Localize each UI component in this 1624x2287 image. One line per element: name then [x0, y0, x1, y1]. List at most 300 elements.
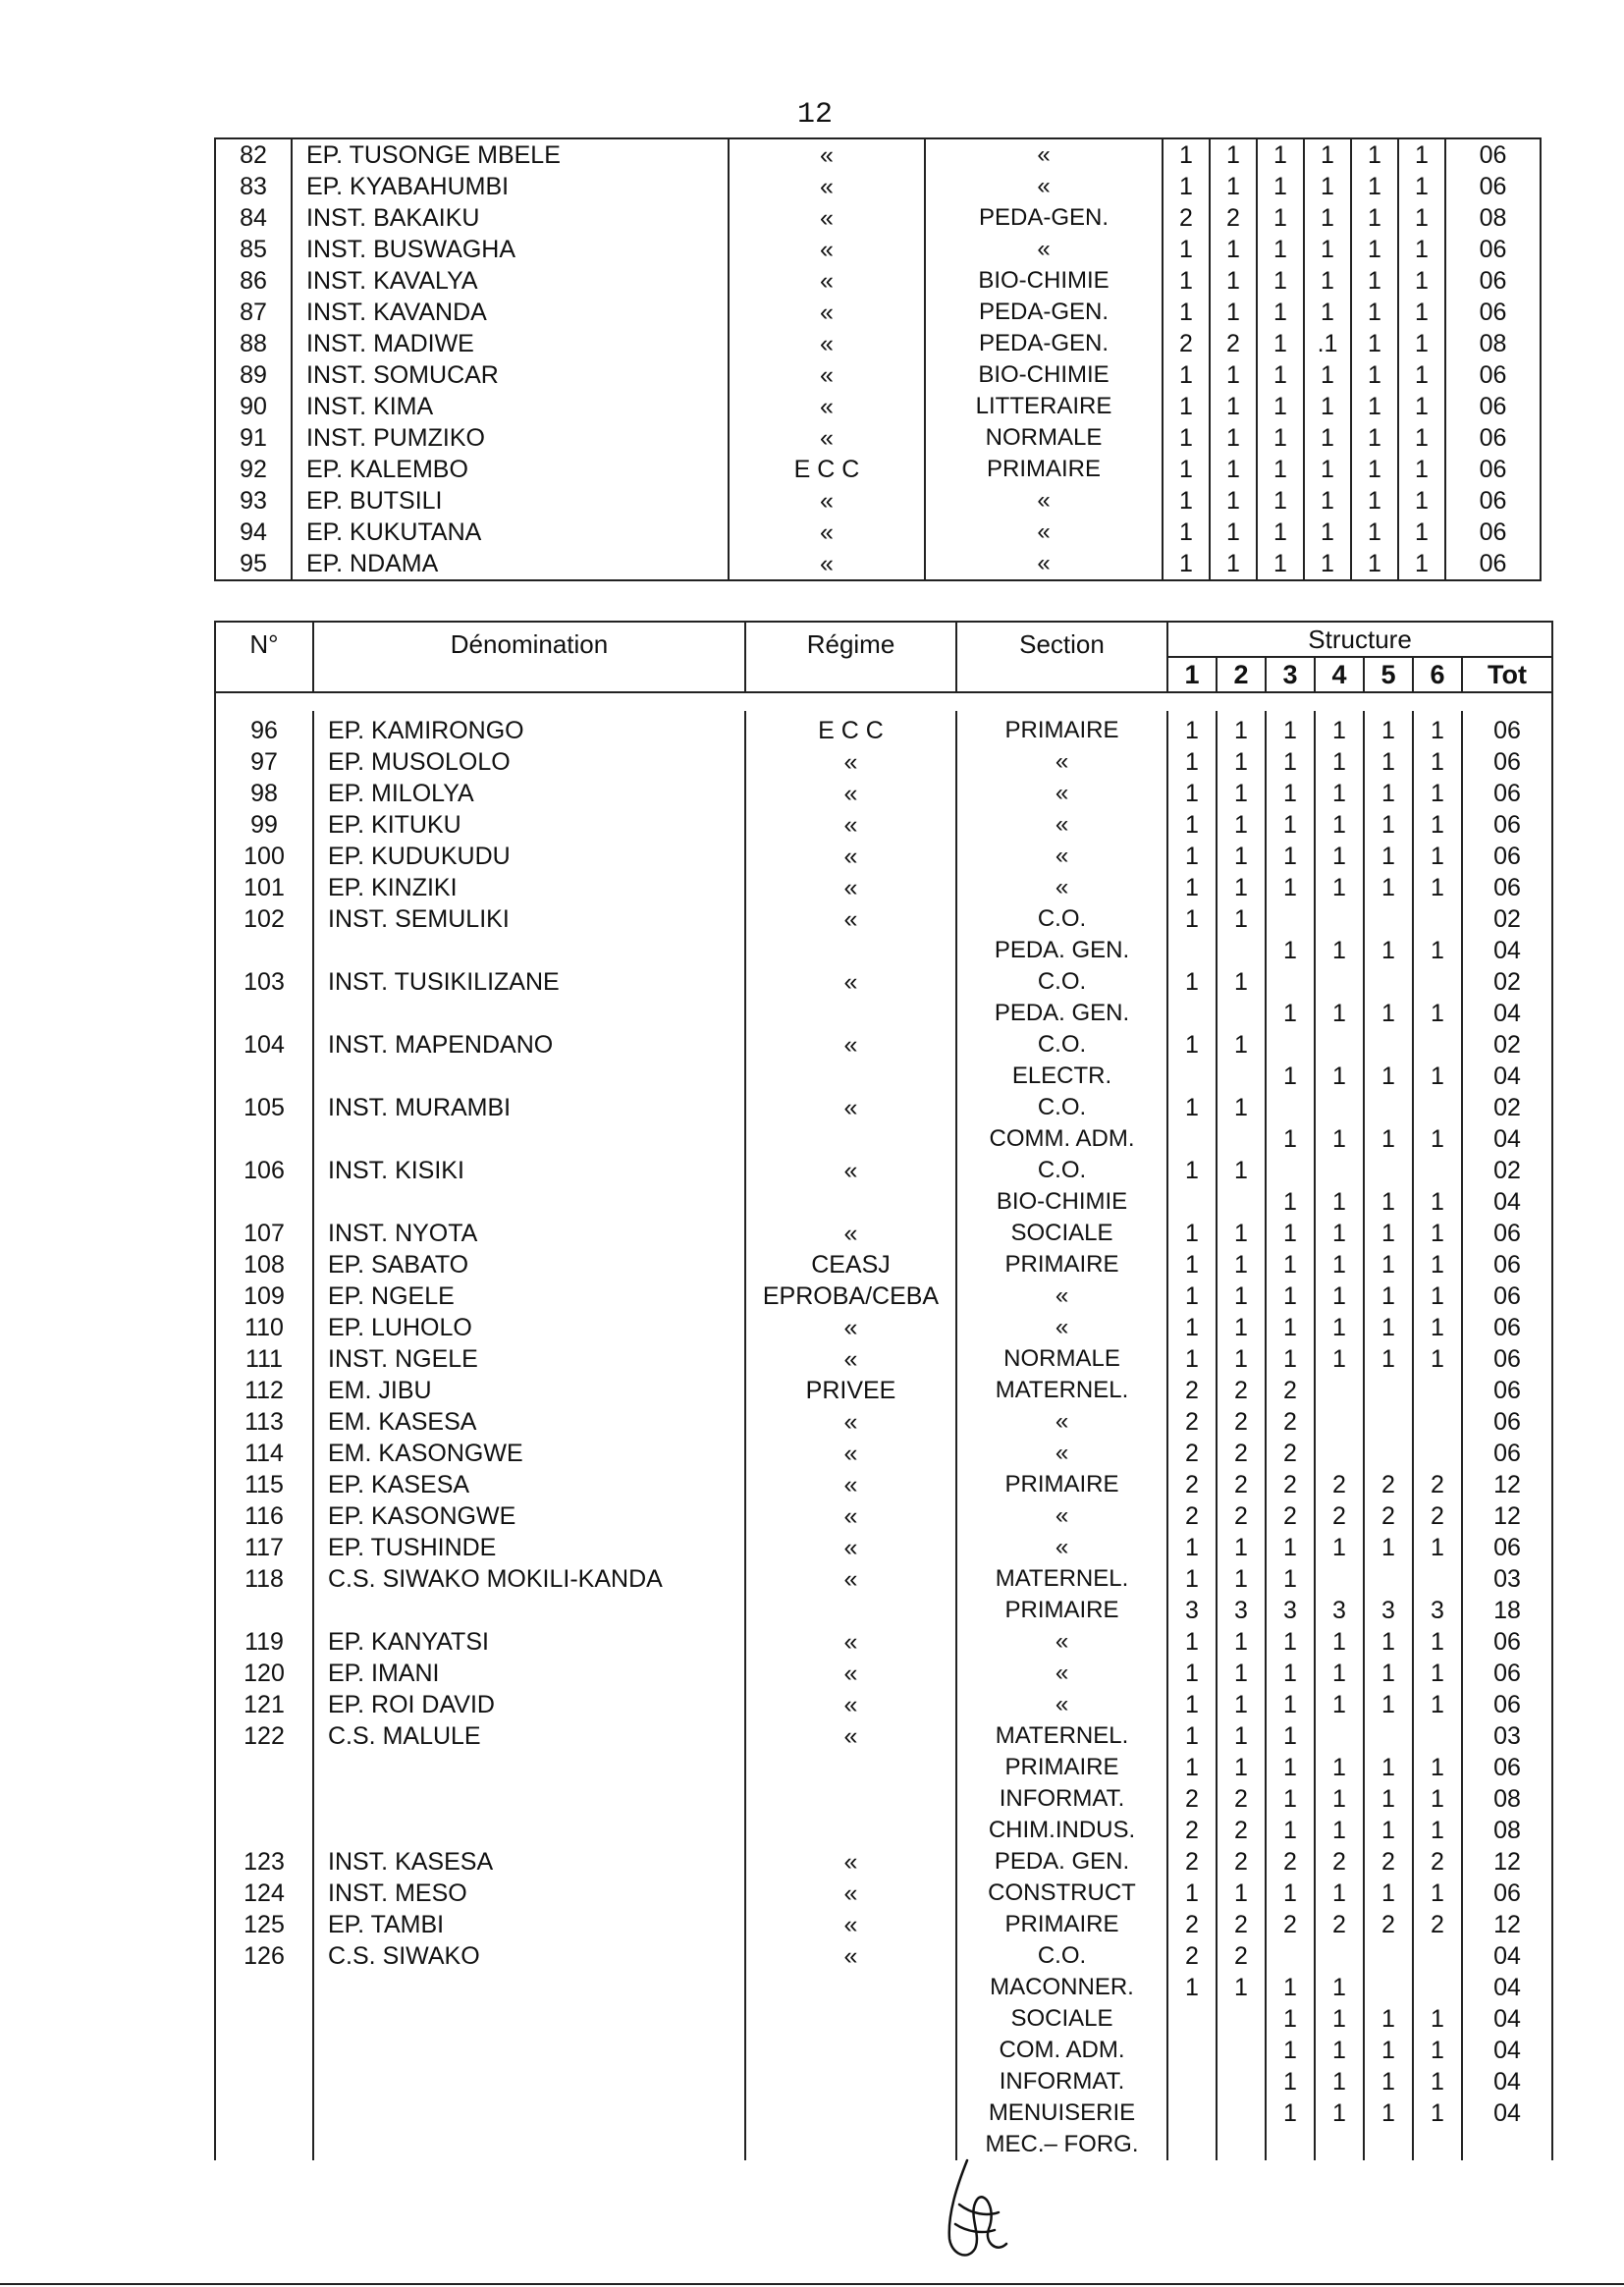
class-count-5: 1 [1364, 1689, 1413, 1720]
class-count-3: 1 [1257, 485, 1304, 517]
school-regime: « [729, 234, 925, 265]
school-section: COM. ADM. [956, 2035, 1167, 2066]
school-regime: « [729, 359, 925, 391]
class-count-3 [1266, 1155, 1315, 1186]
school-regime: « [745, 1218, 956, 1249]
table-row [215, 1469, 1552, 1500]
school-regime: « [745, 903, 956, 935]
class-count-5: 1 [1364, 2003, 1413, 2035]
class-count-3: 1 [1266, 1312, 1315, 1343]
class-count-6: 1 [1413, 746, 1462, 778]
class-count-6: 2 [1413, 1846, 1462, 1878]
total-count: 12 [1462, 1469, 1552, 1500]
class-count-2: 1 [1210, 265, 1257, 297]
school-number [215, 1972, 313, 2003]
class-count-5 [1364, 1940, 1413, 1972]
class-count-6: 1 [1413, 935, 1462, 966]
class-count-3: 1 [1257, 138, 1304, 171]
class-count-5 [1364, 1563, 1413, 1595]
class-count-2: 2 [1217, 1438, 1266, 1469]
class-count-4: 1 [1315, 1218, 1364, 1249]
class-count-4 [1315, 2129, 1364, 2160]
column-header-class-5: 5 [1364, 657, 1413, 692]
class-count-6: 1 [1398, 454, 1445, 485]
school-section: LITTERAIRE [925, 391, 1163, 422]
class-count-2 [1217, 1186, 1266, 1218]
school-section: PRIMAIRE [956, 1909, 1167, 1940]
school-section: PEDA-GEN. [925, 202, 1163, 234]
class-count-4: 2 [1315, 1846, 1364, 1878]
class-count-2 [1217, 1061, 1266, 1092]
school-number [215, 2066, 313, 2097]
school-name [313, 1783, 745, 1815]
class-count-5 [1364, 966, 1413, 998]
class-count-2: 1 [1210, 422, 1257, 454]
class-count-6: 1 [1413, 2066, 1462, 2097]
class-count-4: 1 [1304, 171, 1351, 202]
total-count: 08 [1445, 328, 1541, 359]
school-number: 95 [215, 548, 292, 580]
class-count-3: 1 [1257, 359, 1304, 391]
table-row [215, 1563, 1552, 1595]
table-row [215, 138, 1541, 171]
school-number: 96 [215, 711, 313, 746]
school-section: « [956, 872, 1167, 903]
school-section: « [956, 1532, 1167, 1563]
table-row [215, 1626, 1552, 1658]
class-count-1: 2 [1167, 1783, 1217, 1815]
school-number: 98 [215, 778, 313, 809]
class-count-5: 1 [1364, 1280, 1413, 1312]
school-number: 88 [215, 328, 292, 359]
school-number: 84 [215, 202, 292, 234]
table-row [215, 872, 1552, 903]
total-count: 06 [1462, 1375, 1552, 1406]
school-name: INST. TUSIKILIZANE [313, 966, 745, 998]
table-row [215, 1940, 1552, 1972]
school-number [215, 1752, 313, 1783]
class-count-2 [1217, 2097, 1266, 2129]
class-count-2: 1 [1217, 1878, 1266, 1909]
school-name: EP. KUKUTANA [292, 517, 729, 548]
school-number [215, 1061, 313, 1092]
class-count-1: 1 [1167, 1658, 1217, 1689]
class-count-4: 1 [1304, 422, 1351, 454]
total-count: 06 [1445, 485, 1541, 517]
class-count-5: 1 [1351, 138, 1398, 171]
total-count: 02 [1462, 1092, 1552, 1123]
school-section: MACONNER. [956, 1972, 1167, 2003]
class-count-2: 1 [1217, 1249, 1266, 1280]
school-section: NORMALE [925, 422, 1163, 454]
table-row [215, 1280, 1552, 1312]
table-body [215, 138, 1541, 580]
class-count-2: 1 [1210, 391, 1257, 422]
school-section: « [956, 1280, 1167, 1312]
total-count: 02 [1462, 1029, 1552, 1061]
table-row [215, 1155, 1552, 1186]
column-header-class-2: 2 [1217, 657, 1266, 692]
total-count: 03 [1462, 1720, 1552, 1752]
school-name [313, 935, 745, 966]
class-count-4: 1 [1304, 202, 1351, 234]
table-row [215, 1343, 1552, 1375]
table-row [215, 328, 1541, 359]
class-count-4: 1 [1304, 517, 1351, 548]
class-count-6: 1 [1413, 1783, 1462, 1815]
school-section: « [925, 138, 1163, 171]
class-count-3: 1 [1257, 265, 1304, 297]
class-count-2: 1 [1217, 746, 1266, 778]
school-regime: « [745, 746, 956, 778]
class-count-5: 1 [1364, 935, 1413, 966]
class-count-5: 1 [1364, 1532, 1413, 1563]
class-count-5: 1 [1351, 391, 1398, 422]
class-count-6: 1 [1413, 809, 1462, 841]
class-count-2: 1 [1217, 1092, 1266, 1123]
class-count-1: 1 [1167, 1563, 1217, 1595]
school-name: INST. PUMZIKO [292, 422, 729, 454]
class-count-6: 1 [1413, 998, 1462, 1029]
class-count-6: 1 [1413, 1061, 1462, 1092]
class-count-4: 1 [1315, 2097, 1364, 2129]
column-header-class-3: 3 [1266, 657, 1315, 692]
school-section: « [956, 1312, 1167, 1343]
class-count-5: 1 [1364, 872, 1413, 903]
school-regime: « [745, 841, 956, 872]
school-number [215, 1595, 313, 1626]
class-count-4: 1 [1315, 1689, 1364, 1720]
table-row [215, 809, 1552, 841]
class-count-4: 1 [1304, 138, 1351, 171]
total-count: 06 [1462, 1658, 1552, 1689]
class-count-2 [1217, 2035, 1266, 2066]
class-count-5: 1 [1364, 1658, 1413, 1689]
school-name: EP. TUSONGE MBELE [292, 138, 729, 171]
class-count-2: 1 [1210, 517, 1257, 548]
class-count-5: 1 [1364, 2035, 1413, 2066]
table-row [215, 1438, 1552, 1469]
school-section: PEDA. GEN. [956, 998, 1167, 1029]
class-count-3 [1266, 1940, 1315, 1972]
total-count [1462, 2129, 1552, 2160]
total-count: 06 [1462, 1878, 1552, 1909]
total-count: 12 [1462, 1846, 1552, 1878]
class-count-2: 2 [1217, 1375, 1266, 1406]
school-regime: « [729, 171, 925, 202]
class-count-1: 1 [1163, 297, 1210, 328]
total-count: 06 [1445, 391, 1541, 422]
school-number: 104 [215, 1029, 313, 1061]
table-row [215, 903, 1552, 935]
class-count-3: 2 [1266, 1846, 1315, 1878]
class-count-4: 1 [1315, 1123, 1364, 1155]
table-row [215, 1312, 1552, 1343]
table-header [215, 622, 1552, 711]
class-count-3: 1 [1266, 1972, 1315, 2003]
class-count-2: 2 [1217, 1815, 1266, 1846]
school-name [313, 1186, 745, 1218]
class-count-6: 1 [1398, 328, 1445, 359]
class-count-6: 3 [1413, 1595, 1462, 1626]
total-count: 06 [1445, 548, 1541, 580]
total-count: 18 [1462, 1595, 1552, 1626]
class-count-5: 1 [1364, 746, 1413, 778]
total-count: 06 [1445, 234, 1541, 265]
class-count-3 [1266, 1092, 1315, 1123]
class-count-1: 1 [1167, 1972, 1217, 2003]
school-name: EP. NDAMA [292, 548, 729, 580]
class-count-5: 1 [1351, 202, 1398, 234]
class-count-4: 1 [1315, 2035, 1364, 2066]
total-count: 06 [1462, 1312, 1552, 1343]
school-name: EP. TAMBI [313, 1909, 745, 1940]
school-section: CHIM.INDUS. [956, 1815, 1167, 1846]
class-count-2: 2 [1217, 1783, 1266, 1815]
table-row [215, 517, 1541, 548]
school-name: C.S. MALULE [313, 1720, 745, 1752]
class-count-4: 1 [1315, 1280, 1364, 1312]
school-name [313, 1815, 745, 1846]
class-count-5: 1 [1364, 1343, 1413, 1375]
class-count-6 [1413, 1438, 1462, 1469]
class-count-3 [1266, 903, 1315, 935]
school-section: PRIMAIRE [956, 1469, 1167, 1500]
school-name: EP. TUSHINDE [313, 1532, 745, 1563]
school-name: EP. KAMIRONGO [313, 711, 745, 746]
class-count-3: 1 [1266, 1689, 1315, 1720]
table-row [215, 1783, 1552, 1815]
class-count-6: 1 [1398, 138, 1445, 171]
class-count-2: 1 [1210, 485, 1257, 517]
school-regime: « [729, 517, 925, 548]
school-number: 82 [215, 138, 292, 171]
school-regime: « [745, 1406, 956, 1438]
class-count-2: 1 [1217, 903, 1266, 935]
school-name: INST. KAVALYA [292, 265, 729, 297]
column-header-class-1: 1 [1167, 657, 1217, 692]
class-count-3: 1 [1266, 1249, 1315, 1280]
class-count-5: 1 [1351, 328, 1398, 359]
total-count: 04 [1462, 2035, 1552, 2066]
class-count-6: 1 [1413, 1123, 1462, 1155]
table-row [215, 265, 1541, 297]
class-count-3: 1 [1266, 1626, 1315, 1658]
school-name [313, 2097, 745, 2129]
class-count-2: 2 [1210, 202, 1257, 234]
class-count-2: 2 [1210, 328, 1257, 359]
school-section: SOCIALE [956, 1218, 1167, 1249]
class-count-3: 1 [1266, 935, 1315, 966]
column-header-structure: Structure [1167, 622, 1552, 657]
class-count-6: 1 [1413, 1815, 1462, 1846]
class-count-1: 1 [1167, 1689, 1217, 1720]
school-number: 99 [215, 809, 313, 841]
class-count-4: 1 [1315, 778, 1364, 809]
class-count-1: 1 [1167, 1720, 1217, 1752]
school-name: EP. KASONGWE [313, 1500, 745, 1532]
class-count-5: 2 [1364, 1469, 1413, 1500]
total-count: 06 [1462, 1280, 1552, 1312]
school-regime: « [745, 1689, 956, 1720]
school-name [313, 1972, 745, 2003]
class-count-6 [1413, 1940, 1462, 1972]
class-count-2: 1 [1217, 1720, 1266, 1752]
class-count-6 [1413, 966, 1462, 998]
class-count-6: 1 [1398, 391, 1445, 422]
class-count-4 [1315, 1029, 1364, 1061]
class-count-6: 1 [1398, 485, 1445, 517]
class-count-6: 1 [1398, 171, 1445, 202]
total-count: 06 [1445, 265, 1541, 297]
class-count-6: 1 [1413, 778, 1462, 809]
class-count-4: 1 [1315, 935, 1364, 966]
total-count: 04 [1462, 935, 1552, 966]
class-count-5: 1 [1351, 265, 1398, 297]
class-count-4: 1 [1315, 1343, 1364, 1375]
table-row [215, 1218, 1552, 1249]
school-section: BIO-CHIMIE [925, 359, 1163, 391]
class-count-1: 2 [1167, 1940, 1217, 1972]
table-row [215, 778, 1552, 809]
class-count-3: 1 [1266, 1280, 1315, 1312]
class-count-4: 1 [1304, 454, 1351, 485]
class-count-4: 2 [1315, 1469, 1364, 1500]
school-regime: « [745, 1720, 956, 1752]
class-count-4: 1 [1315, 2066, 1364, 2097]
class-count-2: 1 [1217, 711, 1266, 746]
class-count-4: 1 [1315, 1783, 1364, 1815]
class-count-6: 1 [1413, 1218, 1462, 1249]
class-count-6: 2 [1413, 1469, 1462, 1500]
class-count-5: 1 [1351, 297, 1398, 328]
total-count: 06 [1445, 517, 1541, 548]
school-regime [745, 1783, 956, 1815]
class-count-5: 1 [1351, 422, 1398, 454]
class-count-6: 1 [1398, 202, 1445, 234]
school-name: INST. BAKAIKU [292, 202, 729, 234]
school-number: 93 [215, 485, 292, 517]
class-count-4 [1315, 1438, 1364, 1469]
school-regime: « [745, 1343, 956, 1375]
total-count: 06 [1462, 746, 1552, 778]
class-count-2: 1 [1217, 1689, 1266, 1720]
school-name: C.S. SIWAKO MOKILI-KANDA [313, 1563, 745, 1595]
school-regime: « [745, 1092, 956, 1123]
class-count-1: 2 [1167, 1375, 1217, 1406]
school-name: INST. SEMULIKI [313, 903, 745, 935]
class-count-1: 1 [1167, 1155, 1217, 1186]
class-count-2 [1217, 998, 1266, 1029]
school-number [215, 935, 313, 966]
school-section: « [925, 171, 1163, 202]
class-count-6 [1413, 1563, 1462, 1595]
class-count-1: 1 [1167, 903, 1217, 935]
class-count-6: 1 [1413, 841, 1462, 872]
class-count-5: 1 [1364, 1878, 1413, 1909]
class-count-6: 1 [1413, 711, 1462, 746]
class-count-4: 1 [1315, 809, 1364, 841]
class-count-3: 1 [1266, 2066, 1315, 2097]
class-count-3: 2 [1266, 1909, 1315, 1940]
school-name: EP. KINZIKI [313, 872, 745, 903]
total-count: 06 [1462, 1249, 1552, 1280]
total-count: 06 [1462, 1343, 1552, 1375]
school-name: EP. KYABAHUMBI [292, 171, 729, 202]
school-section: C.O. [956, 1092, 1167, 1123]
school-regime: « [729, 265, 925, 297]
school-number: 123 [215, 1846, 313, 1878]
school-section: « [956, 1406, 1167, 1438]
class-count-3: 1 [1257, 517, 1304, 548]
class-count-2: 1 [1217, 1155, 1266, 1186]
class-count-6: 1 [1413, 1280, 1462, 1312]
class-count-3: 1 [1266, 746, 1315, 778]
school-regime: « [745, 1626, 956, 1658]
class-count-2: 1 [1210, 234, 1257, 265]
total-count: 06 [1462, 872, 1552, 903]
school-section: « [925, 517, 1163, 548]
school-regime: PRIVEE [745, 1375, 956, 1406]
school-name: EP. BUTSILI [292, 485, 729, 517]
class-count-5 [1364, 1375, 1413, 1406]
class-count-4: 1 [1315, 1658, 1364, 1689]
school-section: « [925, 485, 1163, 517]
class-count-4 [1315, 1092, 1364, 1123]
class-count-6: 1 [1413, 1343, 1462, 1375]
school-section: INFORMAT. [956, 1783, 1167, 1815]
school-regime: « [729, 548, 925, 580]
total-count: 06 [1462, 1438, 1552, 1469]
class-count-3: 2 [1266, 1500, 1315, 1532]
school-number: 122 [215, 1720, 313, 1752]
class-count-4: 1 [1304, 548, 1351, 580]
school-section: PRIMAIRE [956, 1249, 1167, 1280]
school-number: 87 [215, 297, 292, 328]
class-count-3: 1 [1266, 1720, 1315, 1752]
class-count-2: 1 [1217, 1972, 1266, 2003]
class-count-2: 1 [1217, 1752, 1266, 1783]
school-section: PRIMAIRE [956, 1595, 1167, 1626]
total-count: 06 [1462, 841, 1552, 872]
class-count-2: 1 [1217, 1343, 1266, 1375]
class-count-4: 1 [1315, 746, 1364, 778]
class-count-6: 1 [1398, 517, 1445, 548]
class-count-6: 1 [1398, 265, 1445, 297]
class-count-4: 1 [1315, 1312, 1364, 1343]
class-count-3: 1 [1266, 872, 1315, 903]
class-count-1: 1 [1163, 485, 1210, 517]
table-row [215, 1815, 1552, 1846]
table-row [215, 1092, 1552, 1123]
class-count-1: 2 [1167, 1469, 1217, 1500]
class-count-2: 1 [1217, 1280, 1266, 1312]
school-name [313, 1123, 745, 1155]
class-count-2: 1 [1210, 297, 1257, 328]
school-name: INST. MURAMBI [313, 1092, 745, 1123]
school-regime: « [745, 1500, 956, 1532]
class-count-3: 1 [1266, 1878, 1315, 1909]
class-count-6: 1 [1413, 1186, 1462, 1218]
school-number: 106 [215, 1155, 313, 1186]
class-count-5: 1 [1364, 1752, 1413, 1783]
class-count-1: 1 [1163, 391, 1210, 422]
class-count-2: 1 [1210, 171, 1257, 202]
class-count-1: 1 [1167, 1312, 1217, 1343]
class-count-2: 1 [1217, 1029, 1266, 1061]
total-count: 06 [1445, 454, 1541, 485]
class-count-1 [1167, 935, 1217, 966]
